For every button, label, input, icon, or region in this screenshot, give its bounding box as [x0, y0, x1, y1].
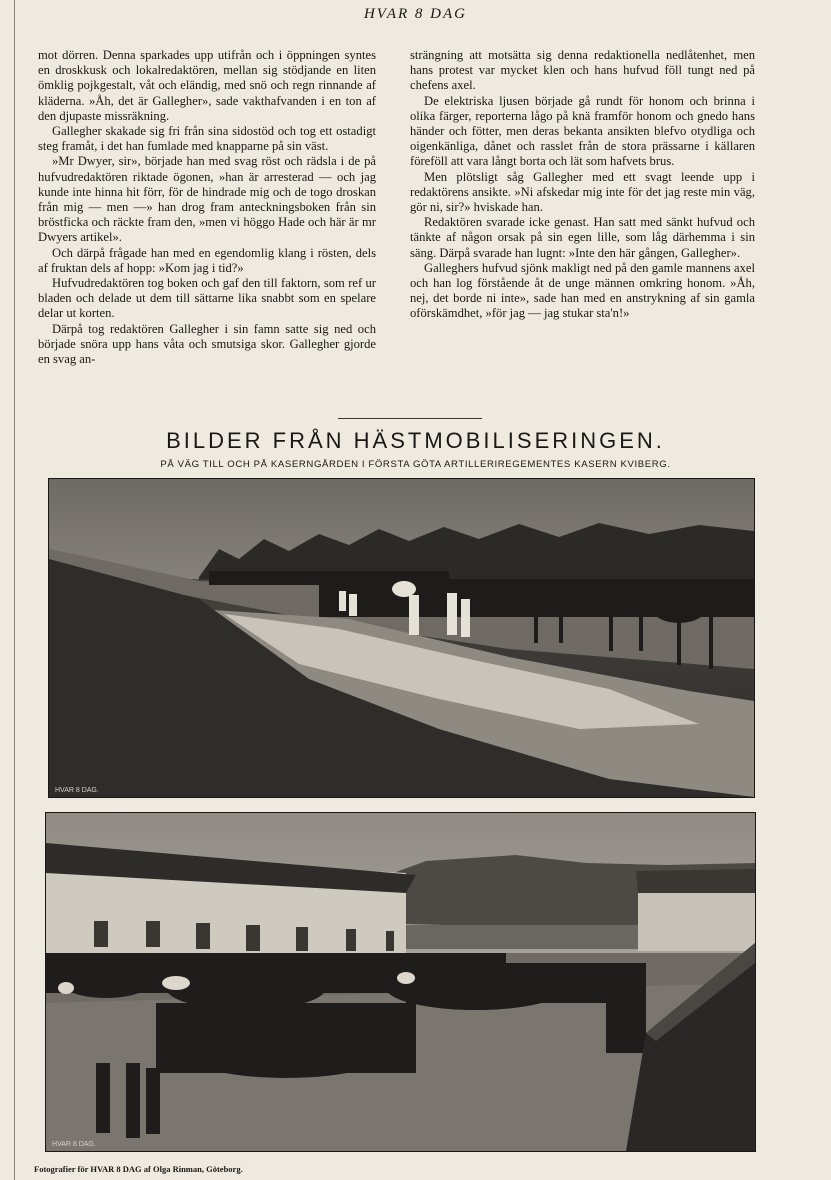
article-column-left — [38, 48, 376, 367]
section-title: BILDER FRÅN HÄSTMOBILISERINGEN. — [166, 428, 665, 453]
paragraph: Redaktören svarade icke genast. Han satt med sänkt hufvud och tänkte af någon orsak på sin egen lille, som låg därhemma i sin säng. Därpå svarade han lugnt: »Inte den här gången, Gallegher». — [410, 215, 755, 260]
photo-horses-on-road — [48, 478, 755, 798]
paragraph: Galleghers hufvud sjönk makligt ned på den gamle mannens axel och han log förstående åt de unge männen omkring honom. »Åh, nej, det borde ni inte», sade han med en anstrykning af sin gamla oförskämdhet, »för jag — jag stukar sta'n!» — [410, 260, 755, 321]
paragraph: Hufvudredaktören tog boken och gaf den till faktorn, som ref ur bladen och delade ut dem till sättarne lika snabbt som en spelare delar ut korten. — [38, 276, 376, 321]
photo-barracks-courtyard — [45, 812, 756, 1152]
paragraph: De elektriska ljusen började gå rundt för honom och brinna i olika färger, reporterna lågo på knä framför honom och gnedo hans händer och fötter, men deras bekanta ansikten blefvo otydliga och oigenkänliga, dånet och rasslet från de stora prässarne i källaren föreföll att vara långt borta och lät som hafvets brus. — [410, 93, 755, 169]
paragraph: Men plötsligt såg Gallegher med ett svagt leende upp i redaktörens ansikte. »Ni afskedar mig inte för det jag reste min väg, gör ni, sir?» hviskade han. — [410, 169, 755, 215]
photo-barracks-courtyard-image — [46, 813, 755, 1151]
page-edge-rule — [14, 0, 15, 1180]
photo-horses-on-road-image — [49, 479, 754, 797]
photo-watermark: HVAR 8 DAG. — [52, 1141, 96, 1148]
paragraph: Därpå tog redaktören Gallegher i sin famn satte sig ned och började snöra upp hans våta och smutsiga skor. Gallegher gjorde en svag an- — [38, 321, 376, 367]
section-divider — [338, 418, 482, 419]
paragraph: mot dörren. Denna sparkades upp utifrån och i öppningen syntes en droskkusk och lokalredaktören, mellan sig stödjande en liten ömklig pojkgestalt, våt och eländig, med snö och regn rinnande af kläderna. »Åh, det är Gallegher», sade vakthafvanden i en ton af den djupaste missräkning. — [38, 48, 376, 123]
section-subtitle: PÅ VÄG TILL OCH PÅ KASERNGÅRDEN I FÖRSTA GÖTA ARTILLERIREGEMENTES KASERN KVIBERG. — [160, 459, 671, 470]
paragraph: Och därpå frågade han med en egendomlig klang i rösten, dels af fruktan dels af hopp: »Kom jag i tid?» — [38, 245, 376, 275]
paragraph: Gallegher skakade sig fri från sina sidostöd och tog ett ostadigt steg framåt, i det han fumlade med knapparne på sin väst. — [38, 124, 376, 154]
running-head: HVAR 8 DAG — [363, 6, 468, 22]
photo-credit: Fotografier för HVAR 8 DAG af Olga Rinman, Göteborg. — [34, 1164, 243, 1174]
article-column-right — [410, 48, 755, 322]
photo-watermark: HVAR 8 DAG. — [55, 787, 99, 794]
paragraph: »Mr Dwyer, sir», började han med svag röst och rädsla i de på hufvudredaktören riktade ögonen, »han är arresterad — och jag kunde inte hinna hit förr, för de hindrade mig och de togo droskan från mig — men —» han drog fram anteckningsboken från sin bröstficka och räckte fram den, »men vi höggo Hade och här är mr Dwyers artikel». — [38, 154, 376, 245]
paragraph: strängning att motsätta sig denna redaktionella nedlåtenhet, men hans protest var mycket klen och hans hufvud föll tungt ned på chefens axel. — [410, 48, 755, 93]
